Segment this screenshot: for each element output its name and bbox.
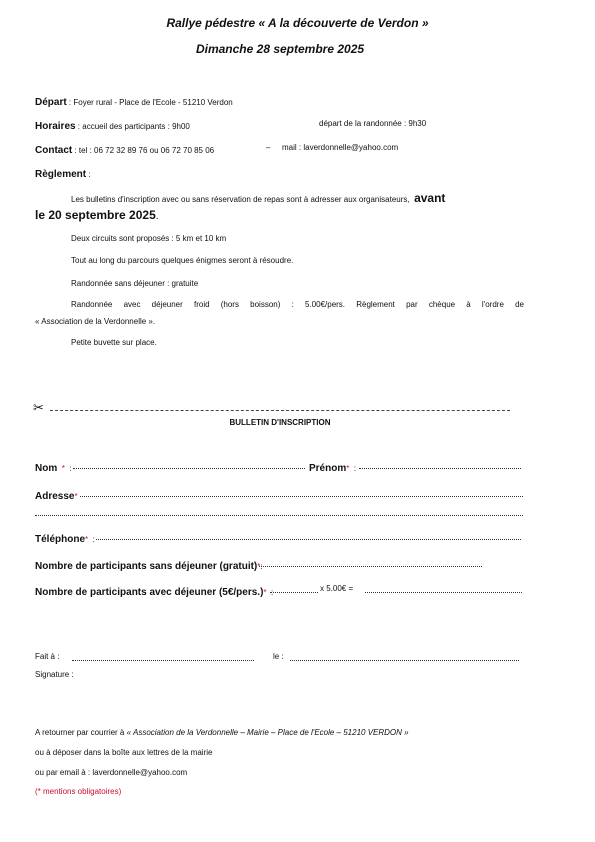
le-input[interactable]	[290, 652, 519, 661]
rules-paragraph-1	[71, 189, 445, 207]
adresse-label: Adresse	[35, 491, 75, 502]
price-multiplier: x 5.00€ =	[320, 584, 354, 593]
telephone-input[interactable]	[96, 531, 521, 540]
adresse-input-line2[interactable]	[35, 507, 523, 516]
contact-mail[interactable]: mail : laverdonnelle@yahoo.com	[282, 143, 399, 152]
nom-label: Nom	[35, 463, 58, 474]
nom-colon: :	[69, 464, 72, 473]
contact-separator: –	[266, 143, 271, 152]
avec-dejeuner-label: Nombre de participants avec déjeuner (5€/pers.)	[35, 587, 264, 598]
rules-paragraph-4: Randonnée sans déjeuner : gratuite	[71, 279, 199, 288]
horaires-depart: départ de la randonnée : 9h30	[319, 119, 427, 128]
rules-p1-avant: avant	[414, 191, 446, 205]
avec-dejeuner-field-label	[35, 582, 273, 600]
form-heading: BULLETIN D'INSCRIPTION	[229, 418, 331, 427]
sans-dejeuner-field-label	[35, 556, 263, 574]
telephone-required-mark: *	[85, 535, 89, 544]
depart-label: Départ	[35, 97, 67, 108]
rules-paragraph-5-line2: « Association de la Verdonnelle ».	[35, 317, 156, 326]
depart-value: : Foyer rural - Place de l'Ecole - 51210 Verdon	[66, 98, 233, 107]
contact-label: Contact	[35, 145, 73, 156]
avec-dejeuner-required-mark: *	[263, 588, 267, 597]
contact-phone: : tel : 06 72 32 89 76 ou 06 72 70 85 06	[72, 146, 215, 155]
contact-line	[35, 140, 214, 158]
nom-input[interactable]	[73, 460, 305, 469]
rules-paragraph-5-line1: Randonnée avec déjeuner froid (hors boisson) : 5.00€/pers. Règlement par chèque à l'ordre de	[71, 300, 524, 309]
scissors-icon: ✂	[33, 401, 44, 416]
prenom-colon: :	[353, 464, 357, 473]
rules-p1-deadline: le 20 septembre 2025	[35, 208, 156, 222]
footer-address: « Association de la Verdonnelle – Mairie – Place de l'Ecole – 51210 VERDON »	[126, 728, 409, 737]
nom-required-mark: *	[61, 464, 65, 473]
avec-dejeuner-colon: :	[271, 588, 274, 597]
footer-line1-pre: A retourner par courrier à	[35, 728, 127, 737]
horaires-label: Horaires	[35, 121, 76, 132]
telephone-colon: :	[92, 535, 95, 544]
reglement-line	[35, 164, 91, 182]
sans-dejeuner-input[interactable]	[259, 558, 482, 567]
signature-label: Signature :	[35, 670, 74, 679]
prenom-field-label	[309, 458, 356, 476]
adresse-required-mark: *	[74, 492, 78, 501]
prenom-input[interactable]	[359, 460, 521, 469]
rules-paragraph-2: Deux circuits sont proposés : 5 km et 10 km	[71, 234, 227, 243]
adresse-input-line1[interactable]	[80, 488, 523, 497]
cut-line	[50, 410, 510, 412]
sans-dejeuner-label: Nombre de participants sans déjeuner (gratuit)	[35, 561, 258, 572]
rules-p1-text: Les bulletins d'inscription avec ou sans réservation de repas sont à adresser aux organisateurs,	[71, 195, 410, 204]
footer-line-3[interactable]: ou par email à : laverdonnelle@yahoo.com	[35, 768, 188, 777]
fait-input[interactable]	[72, 652, 254, 661]
telephone-field-label	[35, 529, 95, 547]
rules-p1-end: .	[155, 211, 159, 222]
horaires-value: : accueil des participants : 9h00	[75, 122, 190, 131]
footer-line-1	[35, 728, 409, 737]
reglement-colon: :	[86, 170, 91, 179]
footer-line-2: ou à déposer dans la boîte aux lettres de la mairie	[35, 748, 213, 757]
telephone-label: Téléphone	[35, 534, 86, 545]
rules-paragraph-3: Tout au long du parcours quelques énigmes seront à résoudre.	[71, 256, 294, 265]
rules-paragraph-1-cont	[35, 206, 159, 224]
sans-dejeuner-colon: :	[260, 562, 263, 571]
sans-dejeuner-required-mark: *	[257, 562, 261, 571]
fait-label: Fait à :	[35, 652, 60, 661]
nom-field-label	[35, 458, 72, 476]
horaires-line	[35, 116, 190, 134]
le-label: le :	[273, 652, 284, 661]
adresse-field-label	[35, 486, 78, 504]
footer-required-note: (* mentions obligatoires)	[35, 787, 122, 796]
event-date: Dimanche 28 septembre 2025	[195, 42, 365, 56]
avec-dejeuner-count-input[interactable]	[270, 584, 318, 593]
depart-line	[35, 92, 233, 110]
avec-dejeuner-total-input[interactable]	[365, 584, 522, 593]
rules-paragraph-6: Petite buvette sur place.	[71, 338, 157, 347]
prenom-required-mark: *	[346, 464, 350, 473]
reglement-label: Règlement	[35, 169, 87, 180]
page-title: Rallye pédestre « A la découverte de Verdon »	[166, 16, 429, 30]
prenom-label: Prénom	[309, 463, 347, 474]
